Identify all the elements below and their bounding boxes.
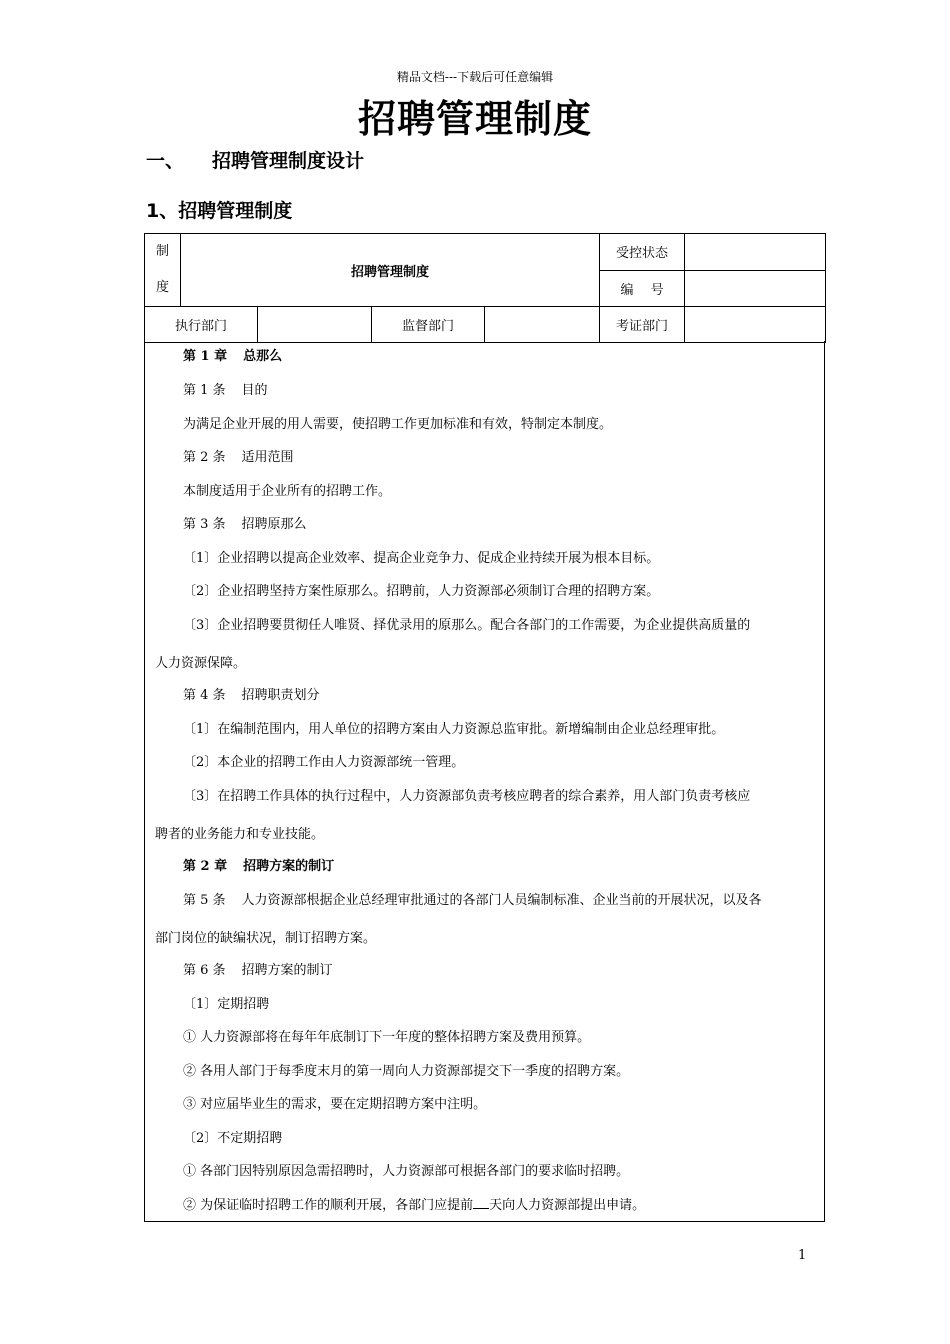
article-6-heading: 第 6 条 招聘方案的制订 [183,963,333,978]
article-6-item-2: 〔2〕不定期招聘 [183,1131,283,1146]
article-4-item-1: 〔1〕在编制范围内，用人单位的招聘方案由人力资源总监审批。新增编制由企业总经理审批。 [183,722,725,737]
regulation-body [144,341,825,1222]
number-value[interactable] [685,270,826,307]
blank-days-field[interactable] [473,1196,489,1209]
article-6-item-1-3: ③ 对应届毕业生的需求，要在定期招聘方案中注明。 [183,1097,487,1112]
page-number: 1 [798,1248,807,1263]
exec-dept-value[interactable] [258,307,372,343]
label-zhi: 制 [155,244,169,259]
article-6-item-1: 〔1〕定期招聘 [183,997,270,1012]
number-label: 编 号 [600,270,685,307]
article-3-item-1: 〔1〕企业招聘以提高企业效率、提高企业竞争力、促成企业持续开展为根本目标。 [183,551,660,566]
metadata-table [144,233,826,343]
section-heading-1 [146,146,364,173]
label-du: 度 [155,280,169,295]
assess-dept-label: 考证部门 [600,307,685,343]
section-title: 招聘管理制度设计 [212,150,365,172]
article-6-item-2-2: ② 为保证临时招聘工作的顺利开展，各部门应提前 天向人力资源部提出申请。 [183,1198,646,1213]
article-4-item-3-cont: 聘者的业务能力和专业技能。 [155,827,325,842]
article-6-item-1-1: ① 人力资源部将在每年年底制订下一年度的整体招聘方案及费用预算。 [183,1030,591,1045]
article-5-text-cont: 部门岗位的缺编状况，制订招聘方案。 [155,931,377,946]
article-2-heading: 第 2 条 适用范围 [183,450,294,465]
article-6-item-1-2: ② 各用人部门于每季度末月的第一周向人力资源部提交下一季度的招聘方案。 [183,1064,630,1079]
article-6-item-2-1: ① 各部门因特别原因急需招聘时，人力资源部可根据各部门的要求临时招聘。 [183,1164,630,1179]
article-4-heading: 第 4 条 招聘职责划分 [183,688,320,703]
section-heading-2: 1、招聘管理制度 [146,200,293,222]
article-1-text: 为满足企业开展的用人需要，使招聘工作更加标准和有效，特制定本制度。 [183,417,613,432]
article-3-item-2: 〔2〕企业招聘坚持方案性原那么。招聘前，人力资源部必须制订合理的招聘方案。 [183,584,660,599]
supervise-dept-value[interactable] [485,307,600,343]
article-3-heading: 第 3 条 招聘原那么 [183,517,307,532]
regulation-name: 招聘管理制度 [181,234,600,307]
article-3-item-3: 〔3〕企业招聘要贯彻任人唯贤、择优录用的原那么。配合各部门的工作需要，为企业提供高质量的 [183,618,751,633]
article-4-item-3: 〔3〕在招聘工作具体的执行过程中，人力资源部负责考核应聘者的综合素养，用人部门负责考核应 [183,789,751,804]
label-zhidu [145,234,181,307]
section-number: 一、 [146,150,185,172]
supervise-dept-label: 监督部门 [372,307,485,343]
document-title: 招聘管理制度 [357,97,592,141]
assess-dept-value[interactable] [685,307,826,343]
header-note: 精品文档---下载后可任意编辑 [396,70,554,84]
exec-dept-label: 执行部门 [145,307,258,343]
article-4-item-2: 〔2〕本企业的招聘工作由人力资源部统一管理。 [183,755,465,770]
controlled-status-value[interactable] [685,234,826,271]
chapter-1-heading: 第 1 章 总那么 [183,349,283,364]
controlled-status-label: 受控状态 [600,234,685,271]
chapter-2-heading: 第 2 章 招聘方案的制订 [183,859,335,874]
article-2-text: 本制度适用于企业所有的招聘工作。 [183,484,392,499]
article-5-text: 第 5 条 人力资源部根据企业总经理审批通过的各部门人员编制标准、企业当前的开展状况，以及各 [183,893,762,908]
article-1-heading: 第 1 条 目的 [183,383,268,398]
article-3-item-3-cont: 人力资源保障。 [155,656,247,671]
